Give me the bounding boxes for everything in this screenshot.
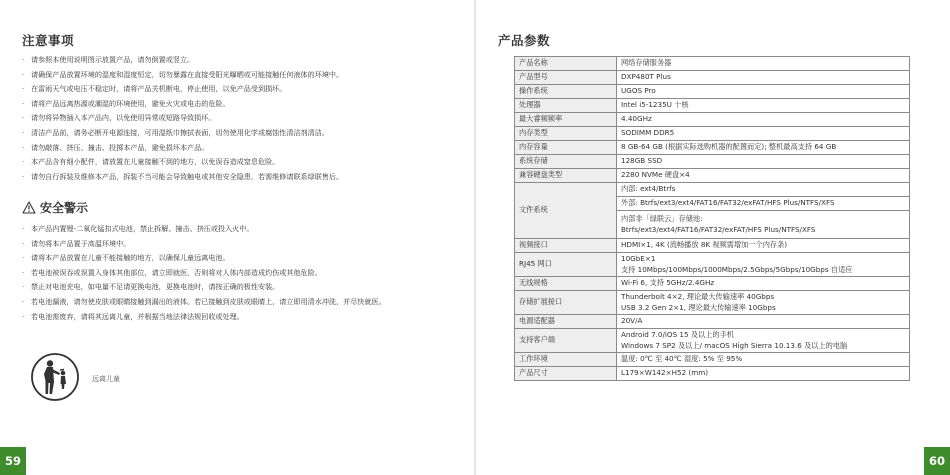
table-row [515,329,910,353]
spec-value [617,353,910,367]
spec-value-line: 温度: 0℃ 至 40℃ 湿度: 5% 至 95% [621,354,743,364]
spec-value [617,169,910,183]
specs-title: 产品参数 [498,33,551,48]
table-row [515,141,910,155]
spec-label: 兼容硬盘类型 [515,169,617,183]
spec-label: 内存类型 [515,127,617,141]
spec-value [617,277,910,291]
spec-value [617,315,910,329]
list-item: · 本产品内置锂-二氧化锰扣式电池，禁止拆解、撞击、挤压或投入火中。 [22,222,462,237]
table-row [515,99,910,113]
spec-value [617,57,910,71]
list-item: · 请确保产品放置环境的湿度和湿度恒定，切勿暴露在直接受阳光曝晒或可能接触任何液体的环境中。 [22,68,462,83]
spec-label: 支持客户端 [515,329,617,353]
spec-value-line: Android 7.0/iOS 15 及以上的手机 [621,330,734,339]
spec-value [617,291,910,315]
spec-value-line: 128GB SSD [621,156,663,166]
notes-list [22,53,462,184]
spec-label: 内存容量 [515,141,617,155]
spec-value [617,239,910,253]
spec-label: 电源适配器 [515,315,617,329]
spec-label: 存储扩展接口 [515,291,617,315]
spec-value [617,329,910,353]
list-item: · 清洁产品前，请务必断开电源连接，可用湿纸巾擦拭表面，切勿使用化学或腐蚀性清洁剂清洁。 [22,126,462,141]
spec-value-line: Wi-Fi 6, 支持 5GHz/2.4GHz [621,278,715,288]
table-row [515,57,910,71]
table-row [515,253,910,277]
warning-triangle-icon [22,201,36,214]
spec-value [617,71,910,85]
spec-value [617,85,910,99]
table-row [515,127,910,141]
warnings-list [22,222,462,324]
spec-value-line: 20V/A [621,316,643,326]
list-item: · 禁止对电池充电，如电量不足请更换电池，更换电池时，请按正确的极性安装。 [22,280,462,295]
notes-title: 注意事项 [22,33,75,48]
spec-label: 产品名称 [515,57,617,71]
list-item: · 若电池被误吞或误置入身体其他部位，请立即就医，否则将对人体内部造成灼伤或其他危险。 [22,266,462,281]
table-row [515,239,910,253]
table-row [515,291,910,315]
spec-label: 产品型号 [515,71,617,85]
spec-table [514,56,910,381]
spec-label: 视频接口 [515,239,617,253]
list-item: · 请勿自行拆装及维修本产品，拆装不当可能会导致触电或其他安全隐患，若需维修请联系绿联售后。 [22,170,462,185]
spec-value [617,99,910,113]
spec-value [617,113,910,127]
list-item: · 请勿敲落、挤压、撞击、投掷本产品，避免损坏本产品。 [22,141,462,156]
spec-label: 操作系统 [515,85,617,99]
left-page [0,0,474,475]
spec-value-line: Intel i5-1235U 十核 [621,100,689,110]
list-item: · 请勿将异物插入本产品内，以免使用异常或短路导致损坏。 [22,111,462,126]
spec-value-line: 外部: Btrfs/ext3/ext4/FAT16/FAT32/exFAT/HFS Plus/NTFS/XFS [621,198,835,208]
spec-value-line: 8 GB-64 GB (根据实际选购机器的配置而定); 整机最高支持 64 GB [621,142,837,152]
page-number-right: 60 [924,447,950,475]
spec-value-line: USB 3.2 Gen 2×1, 理论最大传输速率 10Gbps [621,302,776,312]
table-row [515,85,910,99]
spec-value [617,127,910,141]
spec-value-line: SODIMM DDR5 [621,128,675,138]
list-item: · 若电池漏液，请勿使皮肤或眼睛接触到漏出的液体。若已接触到皮肤或眼睛上，请立即用清水冲洗，并尽快就医。 [22,295,462,310]
spec-value [617,367,910,381]
spec-value-line: HDMI×1, 4K (流畅播放 8K 视频需增加一个内存条) [621,240,788,250]
spec-value [617,183,910,197]
table-row [515,367,910,381]
spec-label: 工作环境 [515,353,617,367]
spec-label: RJ45 网口 [515,253,617,277]
spec-label: 最大睿频频率 [515,113,617,127]
list-item: · 请参照本使用说明图示放置产品，请勿倒置或竖立。 [22,53,462,68]
spec-value-line: UGOS Pro [621,86,656,96]
spec-value-line: 10GbE×1 [621,254,656,263]
table-row [515,113,910,127]
right-page [476,0,950,475]
spec-value-line: 内部: ext4/Btrfs [621,184,676,194]
list-item: · 请将产品远离热源或潮湿的环境使用，避免火灾或电击的危险。 [22,97,462,112]
table-row [515,277,910,291]
spec-label: 无线规格 [515,277,617,291]
list-item: · 请将本产品放置在儿童不能接触的地方，以确保儿童远离电池。 [22,251,462,266]
spec-value-line: Thunderbolt 4×2, 理论最大传输速率 40Gbps [621,292,775,301]
spec-value-line: DXP480T Plus [621,72,671,82]
warning-title: 安全警示 [40,201,89,215]
list-item: · 在雷雨天气或电压不稳定时，请将产品关机断电，停止使用，以免产品受到损坏。 [22,82,462,97]
spec-value-line: 支持 10Mbps/100Mbps/1000Mbps/2.5Gbps/5Gbps/10Gbps 自适应 [621,264,853,274]
child-warning-label: 远离儿童 [92,375,120,383]
spec-value-line: Windows 7 SP2 及以上/ macOS High Sierra 10.13.6 及以上的电脑 [621,340,848,350]
list-item: · 本产品含有细小配件，请放置在儿童接触不到的地方，以免误吞造成窒息危险。 [22,155,462,170]
table-row [515,169,910,183]
page-number-left: 59 [0,447,26,475]
table-row [515,155,910,169]
spec-label: 产品尺寸 [515,367,617,381]
table-row [515,71,910,85]
table-row [515,183,910,197]
table-row [515,315,910,329]
spec-value-line: L179×W142×H52 (mm) [621,368,709,378]
keep-away-from-children-icon [30,352,80,402]
spec-value-line: 4.40GHz [621,114,652,124]
spec-value-line: 网络存储服务器 [621,58,672,68]
list-item: · 请勿将本产品置于高温环境中。 [22,237,462,252]
spec-label: 处理器 [515,99,617,113]
warning-heading [22,199,88,216]
spec-value-line: Btrfs/ext3/ext4/FAT16/FAT32/exFAT/HFS Plus/NTFS/XFS [621,224,816,234]
spec-value-line: 内部非「绿联云」存储池: [621,214,703,223]
spec-label: 文件系统 [515,183,617,239]
spec-value-line: 2280 NVMe 硬盘×4 [621,170,690,180]
list-item: · 若电池需废弃，请将其远离儿童，并根据当地法律法规回收或处理。 [22,310,462,325]
spec-value [617,211,910,239]
spec-value [617,253,910,277]
spec-value [617,197,910,211]
spec-label: 系统存储 [515,155,617,169]
spec-value [617,155,910,169]
table-row [515,353,910,367]
spec-value [617,141,910,155]
